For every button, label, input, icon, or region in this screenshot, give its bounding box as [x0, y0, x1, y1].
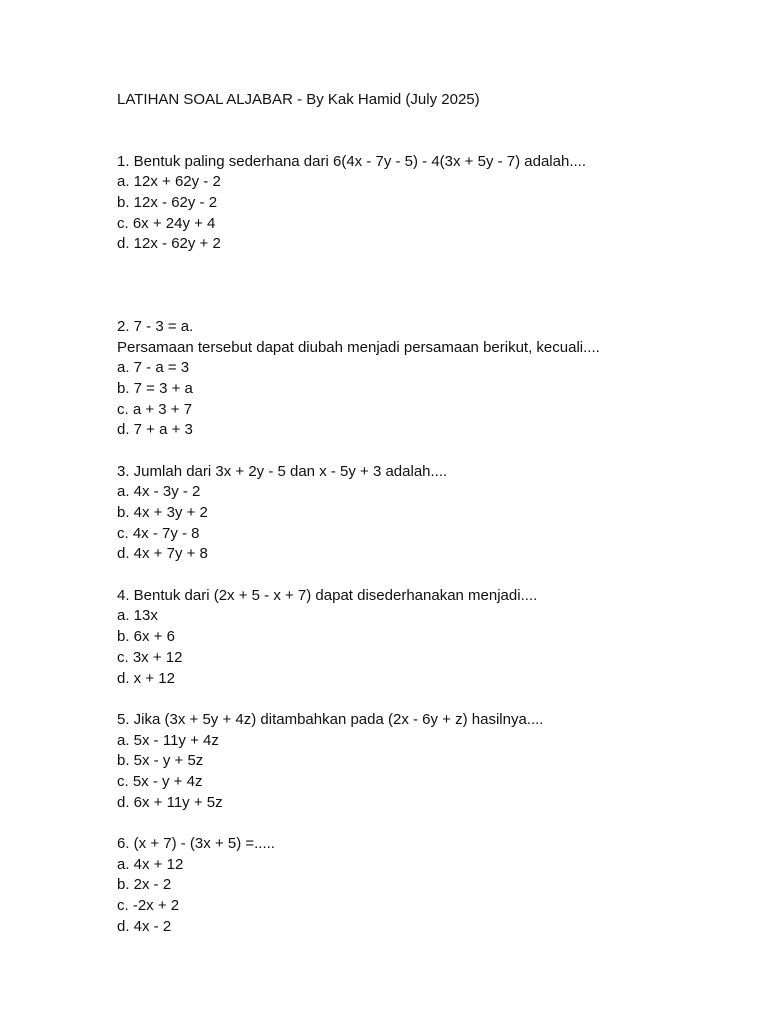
option-b: b. 12x - 62y - 2: [117, 194, 218, 212]
spacer: [117, 255, 737, 296]
option-b: b. 5x - y + 5z: [117, 752, 204, 770]
option-b: b. 7 = 3 + a: [117, 379, 193, 397]
option-b: b. 6x + 6: [117, 628, 175, 646]
question-3: [117, 462, 737, 565]
option-b: b. 2x - 2: [117, 876, 172, 894]
option-c: c. 5x - y + 4z: [117, 772, 203, 790]
question-text: 4. Bentuk dari (2x + 5 - x + 7) dapat disederhanakan menjadi....: [117, 586, 538, 604]
option-a: a. 4x - 3y - 2: [117, 483, 201, 501]
question-text: 5. Jika (3x + 5y + 4z) ditambahkan pada (2x - 6y + z) hasilnya....: [117, 710, 544, 728]
option-a: a. 5x - 11y + 4z: [117, 731, 219, 749]
option-c: c. -2x + 2: [117, 897, 180, 915]
question-4: [117, 586, 737, 689]
spacer: [117, 689, 737, 710]
page-title: LATIHAN SOAL ALJABAR - By Kak Hamid (July 2025): [117, 91, 480, 108]
option-d: d. 4x - 2: [117, 917, 172, 935]
option-a: a. 7 - a = 3: [117, 359, 190, 377]
option-c: c. a + 3 + 7: [117, 400, 193, 418]
question-text: 1. Bentuk paling sederhana dari 6(4x - 7y - 5) - 4(3x + 5y - 7) adalah....: [117, 152, 586, 170]
question-2: [117, 317, 737, 441]
option-c: c. 6x + 24y + 4: [117, 214, 216, 232]
spacer: [117, 565, 737, 586]
option-d: d. 6x + 11y + 5z: [117, 793, 223, 811]
option-d: d. 12x - 62y + 2: [117, 235, 221, 253]
spacer: [117, 296, 737, 317]
question-text: 2. 7 - 3 = a.: [117, 317, 194, 335]
spacer: [117, 813, 737, 834]
worksheet-page: [117, 90, 737, 937]
option-b: b. 4x + 3y + 2: [117, 504, 208, 521]
question-1: [117, 152, 737, 255]
option-c: c. 4x - 7y - 8: [117, 524, 200, 542]
option-d: d. 7 + a + 3: [117, 421, 193, 439]
question-6: [117, 834, 737, 937]
option-d: d. x + 12: [117, 669, 175, 687]
option-a: a. 4x + 12: [117, 855, 184, 873]
spacer: [117, 441, 737, 462]
option-d: d. 4x + 7y + 8: [117, 545, 208, 563]
option-a: a. 12x + 62y - 2: [117, 173, 221, 191]
question-text: 3. Jumlah dari 3x + 2y - 5 dan x - 5y + 3 adalah....: [117, 462, 448, 480]
question-text: Persamaan tersebut dapat diubah menjadi persamaan berikut, kecuali....: [117, 338, 600, 356]
question-text: 6. (x + 7) - (3x + 5) =.....: [117, 835, 275, 852]
option-a: a. 13x: [117, 607, 158, 625]
option-c: c. 3x + 12: [117, 648, 183, 666]
question-5: [117, 710, 737, 813]
